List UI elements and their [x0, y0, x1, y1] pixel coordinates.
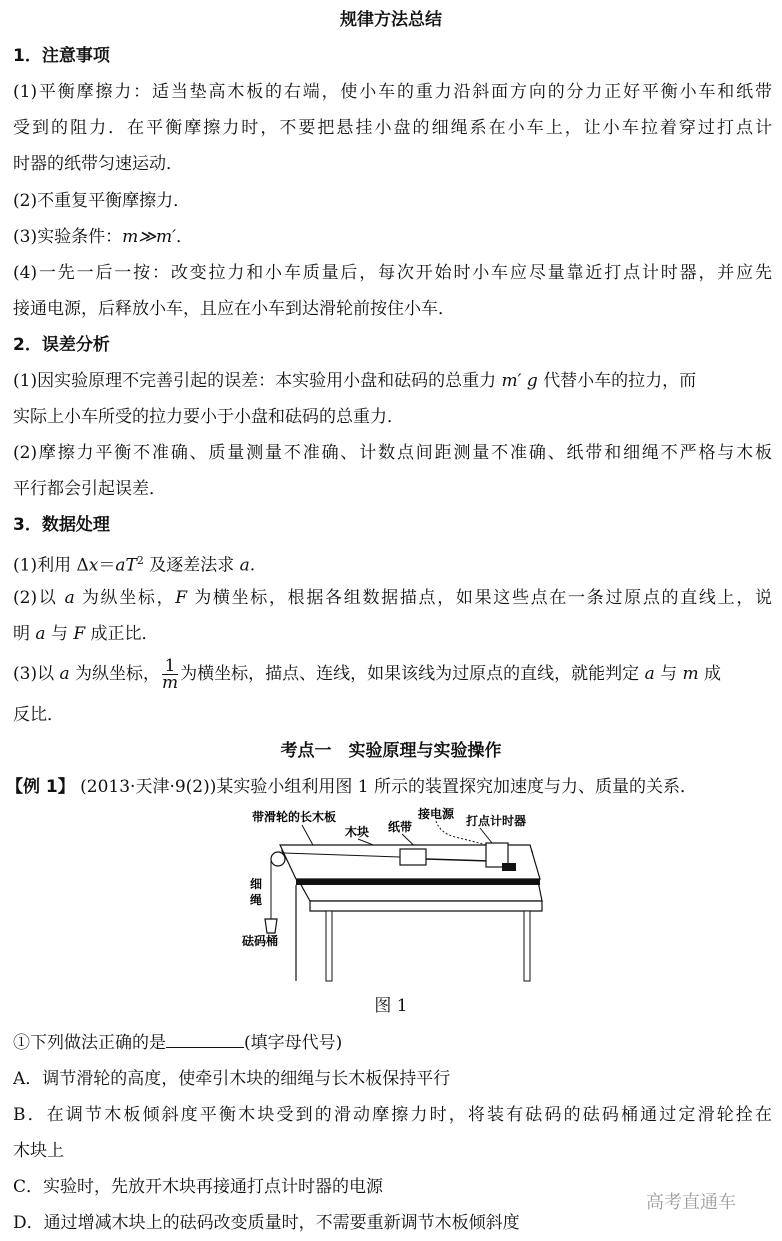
- s3-p2-line1: [13, 586, 772, 610]
- s3-p1-mid: 及逐差法求: [143, 555, 240, 576]
- section-3-heading: 3．数据处理: [13, 515, 110, 535]
- example-text: (2013·天津·9(2))某实验小组利用图 1 所示的装置探究加速度与力、质量的关系．: [80, 777, 698, 797]
- option-d: D．通过增减木块上的砝码改变质量时，不需要重新调节木板倾斜度: [13, 1213, 520, 1233]
- s2-p2-line2: 平行都会引起误差．: [13, 479, 166, 499]
- long-board-edge: [296, 879, 540, 885]
- s1-p2: (2)不重复平衡摩擦力．: [13, 191, 191, 211]
- s2-p1-line1: [13, 369, 772, 393]
- s3-p1-sup: 2: [136, 554, 144, 567]
- frac-numerator: 1: [162, 658, 178, 675]
- wood-block: [400, 849, 426, 865]
- s3-p1: [13, 549, 772, 578]
- weight-bucket: [265, 919, 277, 933]
- s3-p1-a: a: [239, 555, 250, 576]
- question-1: [13, 1031, 772, 1055]
- option-a: A．调节滑轮的高度，使牵引木块的细绳与长木板保持平行: [13, 1069, 451, 1089]
- watermark: 高考直通车: [646, 1192, 736, 1213]
- option-c: C．实验时，先放开木块再接通打点计时器的电源: [13, 1177, 384, 1197]
- answer-blank[interactable]: [166, 1031, 244, 1048]
- s3-p2-line2: [13, 622, 772, 646]
- s3-p2-l2-var-a: a: [35, 624, 46, 644]
- s1-p4-line2: 接通电源，后释放小车，且应在小车到达滑轮前按住小车．: [13, 299, 455, 319]
- s3-p3-e: 成: [698, 664, 722, 684]
- label-power: 接电源: [418, 807, 455, 821]
- leader-board: [302, 825, 314, 847]
- s3-p3-var-a2: a: [644, 664, 655, 684]
- s3-p1-aT: aT: [115, 555, 137, 576]
- example-tag: 【例 1】: [6, 777, 75, 797]
- s3-p3-fraction: [162, 658, 178, 691]
- label-block: 木块: [345, 825, 370, 839]
- s3-p3-line1: [13, 654, 772, 694]
- section-1-heading: 1．注意事项: [13, 46, 110, 66]
- s2-p1-text-b: 代替小车的拉力，而: [543, 371, 697, 391]
- page-title: 规律方法总结: [340, 10, 442, 30]
- s3-p3-var-m: m: [682, 664, 699, 684]
- example-1: [6, 775, 772, 799]
- table-leg-right: [524, 911, 530, 981]
- s1-p3: [13, 225, 772, 249]
- s3-p2-b: 为纵坐标，: [74, 588, 176, 608]
- s3-p2-a: (2)以: [13, 588, 65, 608]
- s1-p3-prefix: (3)实验条件：: [13, 227, 123, 247]
- table-leg-left: [326, 911, 332, 981]
- kaodian-heading: 考点一 实验原理与实验操作: [280, 741, 502, 761]
- s3-p1-eq: ＝: [98, 555, 116, 576]
- label-bucket: 砝码桶: [242, 934, 279, 948]
- s1-p1-line2: 受到的阻力．在平衡摩擦力时，不要把悬挂小盘的细绳系在小车上，让小车拉着穿过打点计: [13, 118, 772, 138]
- s3-p2-l2-b: 与: [45, 624, 74, 644]
- label-timer: 打点计时器: [466, 814, 527, 828]
- s3-p3-var-a: a: [59, 664, 70, 684]
- s3-p2-var-F: F: [175, 588, 188, 608]
- s3-p2-l2-a: 明: [13, 624, 36, 644]
- section-2-heading: 2．误差分析: [13, 335, 110, 355]
- s3-p1-prefix: (1)利用 Δ: [13, 555, 89, 576]
- s3-p2-c: 为横坐标，根据各组数据描点，如果这些点在一条过原点的直线上，说: [187, 588, 773, 608]
- label-rope-2: 绳: [250, 893, 263, 907]
- figure-caption: 图 1: [374, 996, 408, 1016]
- s3-p2-l2-var-F: F: [73, 624, 86, 644]
- s3-p2-var-a: a: [64, 588, 75, 608]
- label-board: 带滑轮的长木板: [252, 810, 337, 824]
- s1-p3-formula: m≫m′: [122, 227, 176, 247]
- s2-p1-line2: 实际上小车所受的拉力要小于小盘和砝码的总重力．: [13, 407, 404, 427]
- s1-p4-line1: (4)一先一后一按：改变拉力和小车质量后，每次开始时小车应尽量靠近打点计时器，并应先: [13, 263, 772, 283]
- s3-p3-line2: 反比．: [13, 705, 64, 725]
- s1-p1-line3: 时器的纸带匀速运动．: [13, 154, 183, 174]
- option-b-line1: B．在调节木板倾斜度平衡木块受到的滑动摩擦力时，将装有砝码的砝码桶通过定滑轮拴在: [13, 1105, 772, 1125]
- s3-p3-a: (3)以: [13, 664, 60, 684]
- label-rope-1: 细: [250, 877, 263, 891]
- figure-1-apparatus: [240, 803, 550, 983]
- s2-p1-text-a: (1)因实验原理不完善引起的误差：本实验用小盘和砝码的总重力: [13, 371, 497, 391]
- table-edge: [310, 901, 542, 911]
- s3-p2-l2-c: 成正比．: [85, 624, 159, 644]
- s3-p1-end: .: [249, 555, 256, 576]
- frac-denominator: m: [162, 673, 179, 693]
- option-b-line2: 木块上: [13, 1141, 64, 1161]
- leader-timer: [480, 828, 492, 843]
- s3-p3-b: 为纵坐标，: [69, 664, 161, 684]
- s3-p3-c: 为横坐标，描点、连线，如果该线为过原点的直线，就能判定: [180, 664, 645, 684]
- pulley: [271, 852, 285, 866]
- s2-p1-formula: m′ g: [501, 371, 538, 391]
- question-text-a: ①下列做法正确的是: [13, 1033, 166, 1053]
- timer-base: [502, 863, 516, 871]
- s3-p3-d: 与: [654, 664, 683, 684]
- s1-p1-line1: (1)平衡摩擦力：适当垫高木板的右端，使小车的重力沿斜面方向的分力正好平衡小车和纸带: [13, 82, 772, 102]
- s1-p3-suffix: ．: [176, 227, 193, 247]
- s2-p2-line1: (2)摩擦力平衡不准确、质量测量不准确、计数点间距测量不准确、纸带和细绳不严格与木板: [13, 443, 772, 463]
- question-text-b: (填字母代号): [244, 1033, 343, 1053]
- s3-p1-x: x: [88, 555, 99, 576]
- label-tape: 纸带: [388, 820, 413, 834]
